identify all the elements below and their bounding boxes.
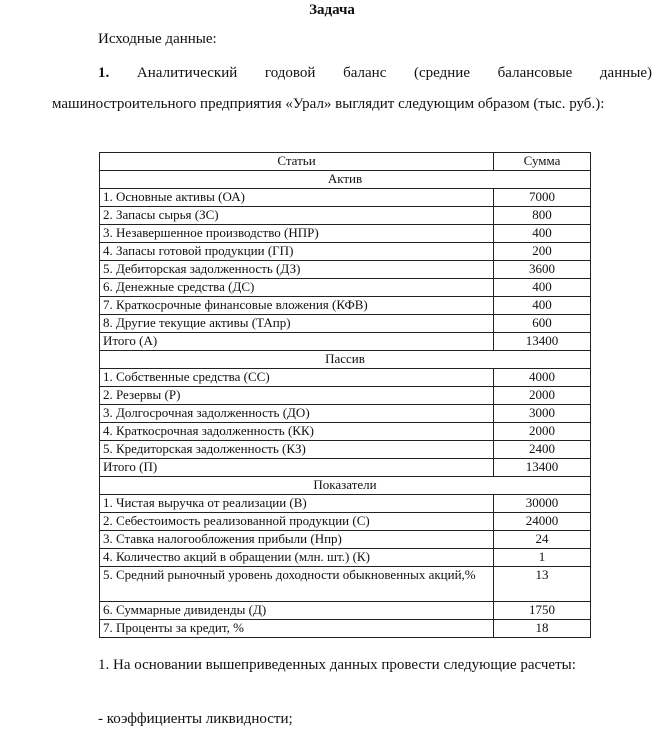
row-label: 5. Кредиторская задолженность (КЗ) (100, 441, 494, 459)
row-label: 3. Долгосрочная задолженность (ДО) (100, 405, 494, 423)
row-label: 1. Чистая выручка от реализации (В) (100, 495, 494, 513)
table-row (100, 513, 591, 531)
intro-number: 1. (98, 65, 110, 81)
table-row (100, 620, 591, 638)
table-row (100, 423, 591, 441)
row-sum: 200 (494, 243, 591, 261)
row-sum: 400 (494, 225, 591, 243)
row-label: 4. Количество акций в обращении (млн. шт.) (К) (100, 549, 494, 567)
row-sum: 13400 (494, 333, 591, 351)
table-row (100, 333, 591, 351)
row-sum: 800 (494, 207, 591, 225)
row-label: 5. Дебиторская задолженность (ДЗ) (100, 261, 494, 279)
row-label: Итого (А) (100, 333, 494, 351)
row-label: 2. Резервы (Р) (100, 387, 494, 405)
table-row (100, 243, 591, 261)
balance-table (99, 152, 591, 638)
task-paragraph (52, 651, 652, 680)
row-label: 8. Другие текущие активы (ТАпр) (100, 315, 494, 333)
row-label: 4. Краткосрочная задолженность (КК) (100, 423, 494, 441)
intro-text: Аналитический годовой баланс (средние балансовые данные) машиностроительного предприятия «Урал» выглядит следующим образом (тыс. руб.): (52, 65, 652, 112)
table-row (100, 405, 591, 423)
table-row (100, 602, 591, 620)
table-row (100, 531, 591, 549)
row-sum: 3000 (494, 405, 591, 423)
row-sum: 18 (494, 620, 591, 638)
section-row (100, 351, 591, 369)
row-label: 5. Средний рыночный уровень доходности обыкновенных акций,% (100, 567, 494, 602)
row-sum: 30000 (494, 495, 591, 513)
document-title: Задача (309, 2, 355, 18)
row-label: 3. Незавершенное производство (НПР) (100, 225, 494, 243)
row-sum: 4000 (494, 369, 591, 387)
row-sum: 2000 (494, 423, 591, 441)
table-row (100, 441, 591, 459)
source-data-heading: Исходные данные: (98, 31, 217, 47)
table-row (100, 189, 591, 207)
section-row (100, 477, 591, 495)
section-title: Актив (100, 171, 591, 189)
row-sum: 7000 (494, 189, 591, 207)
row-label: Итого (П) (100, 459, 494, 477)
bullet-liquidity: - коэффициенты ликвидности; (98, 711, 293, 727)
row-label: 6. Суммарные дивиденды (Д) (100, 602, 494, 620)
section-title: Показатели (100, 477, 591, 495)
row-sum: 2400 (494, 441, 591, 459)
table-row (100, 297, 591, 315)
header-sum: Сумма (494, 153, 591, 171)
row-sum: 2000 (494, 387, 591, 405)
table-row (100, 549, 591, 567)
header-items: Статьи (100, 153, 494, 171)
row-label: 7. Проценты за кредит, % (100, 620, 494, 638)
table-row (100, 207, 591, 225)
row-label: 1. Собственные средства (СС) (100, 369, 494, 387)
row-label: 2. Себестоимость реализованной продукции (С) (100, 513, 494, 531)
section-row (100, 171, 591, 189)
row-label: 7. Краткосрочные финансовые вложения (КФВ) (100, 297, 494, 315)
row-label: 6. Денежные средства (ДС) (100, 279, 494, 297)
table-header-row (100, 153, 591, 171)
table-row (100, 459, 591, 477)
task-text: 1. На основании вышеприведенных данных провести следующие расчеты: (98, 657, 576, 673)
row-sum: 24 (494, 531, 591, 549)
row-sum: 1 (494, 549, 591, 567)
table-row (100, 225, 591, 243)
row-label: 2. Запасы сырья (ЗС) (100, 207, 494, 225)
row-sum: 600 (494, 315, 591, 333)
table-row (100, 315, 591, 333)
row-sum: 400 (494, 279, 591, 297)
table-row (100, 495, 591, 513)
row-sum: 24000 (494, 513, 591, 531)
table-row (100, 567, 591, 602)
balance-table-body (100, 171, 591, 638)
section-title: Пассив (100, 351, 591, 369)
balance-table-wrapper (99, 152, 591, 638)
row-sum: 3600 (494, 261, 591, 279)
row-sum: 13 (494, 567, 591, 602)
table-row (100, 279, 591, 297)
row-label: 3. Ставка налогообложения прибыли (Нпр) (100, 531, 494, 549)
table-row (100, 261, 591, 279)
row-label: 4. Запасы готовой продукции (ГП) (100, 243, 494, 261)
row-sum: 1750 (494, 602, 591, 620)
intro-paragraph (52, 58, 652, 120)
row-sum: 13400 (494, 459, 591, 477)
table-row (100, 369, 591, 387)
row-label: 1. Основные активы (ОА) (100, 189, 494, 207)
row-sum: 400 (494, 297, 591, 315)
table-row (100, 387, 591, 405)
